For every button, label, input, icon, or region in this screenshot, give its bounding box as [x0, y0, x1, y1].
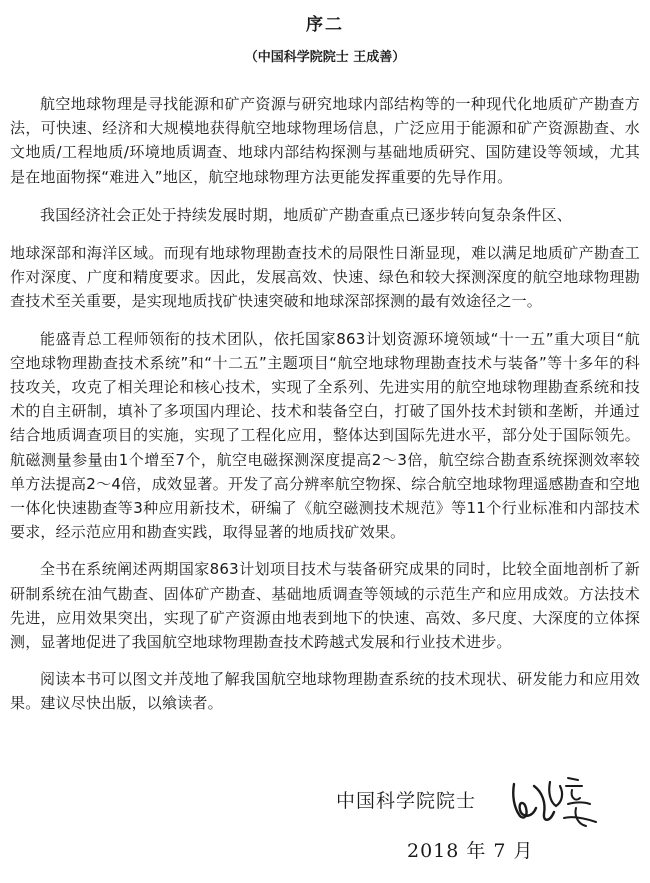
page-title: 序二	[306, 15, 344, 35]
paragraph-2: 我国经济社会正处于持续发展时期，地质矿产勘查重点已逐步转向复杂条件区、	[40, 205, 573, 224]
preface-body	[10, 92, 640, 716]
paragraph-3: 地球深部和海洋区域。而现有地球物理勘查技术的局限性日渐显现，难以满足地质矿产勘查工作对深度、广度和精度要求。因此，发展高效、快速、绿色和较大探测深度的航空地球物理勘查技术至关重要，是实现地质找矿快速突破和地球深部探测的最有效途径之一。	[10, 244, 640, 311]
paragraph-1: 航空地球物理是寻找能源和矿产资源与研究地球内部结构等的一种现代化地质矿产勘查方法，可快速、经济和大规模地获得航空地球物理场信息，广泛应用于能源和矿产资源勘查、水文地质/工程地质/环境地质调查、地球内部结构探测与基础地质研究、国防建设等领域，尤其是在地面物探“难进入”地区，航空地球物理方法更能发挥重要的先导作用。	[10, 95, 640, 186]
signature-block	[0, 772, 650, 883]
author-subtitle: （中国科学院院士 王成善）	[244, 50, 406, 65]
handwritten-signature	[506, 772, 606, 832]
paragraph-5: 全书在系统阐述两期国家863计划项目技术与装备研究成果的同时，比较全面地剖析了新研制系统在油气勘查、固体矿产勘查、基础地质调查等领域的示范生产和应用成效。方法技术先进，应用效果突出，实现了矿产资源由地表到地下的快速、高效、多尺度、大深度的立体探测，显著地促进了我国航空地球物理勘查技术跨越式发展和行业技术进步。	[10, 560, 640, 652]
paragraph-6: 阅读本书可以图文并茂地了解我国航空地球物理勘查系统的技术现状、研发能力和应用效果。建议尽快出版，以飨读者。	[10, 670, 640, 713]
paragraph-4: 能盛青总工程师领衔的技术团队，依托国家863计划资源环境领域“十一五”重大项目“航空地球物理勘查技术系统”和“十二五”主题项目“航空地球物理勘查技术与装备”等十多年的科技攻关，攻克了相关理论和核心技术，实现了全系列、先进实用的航空地球物理勘查系统和技术的自主研制，填补了多项国内理论、技术和装备空白，打破了国外技术封锁和垄断，并通过结合地质调查项目的实施，实现了工程化应用，整体达到国际先进水平，部分处于国际领先。航磁测量参量由1个增至7个，航空电磁探测深度提高2～3倍，航空综合勘查系统探测效率较单方法提高2～4倍，成效显著。开发了高分辨率航空物探、综合航空地球物理遥感勘查和空地一体化快速勘查等3种应用新技术，研编了《航空磁测技术规范》等11个行业标准和内部技术要求，经示范应用和勘查实践，取得显著的地质找矿效果。	[10, 329, 640, 542]
signature-date: 2018 年 7 月	[407, 840, 534, 862]
signer-title: 中国科学院院士	[336, 790, 477, 812]
